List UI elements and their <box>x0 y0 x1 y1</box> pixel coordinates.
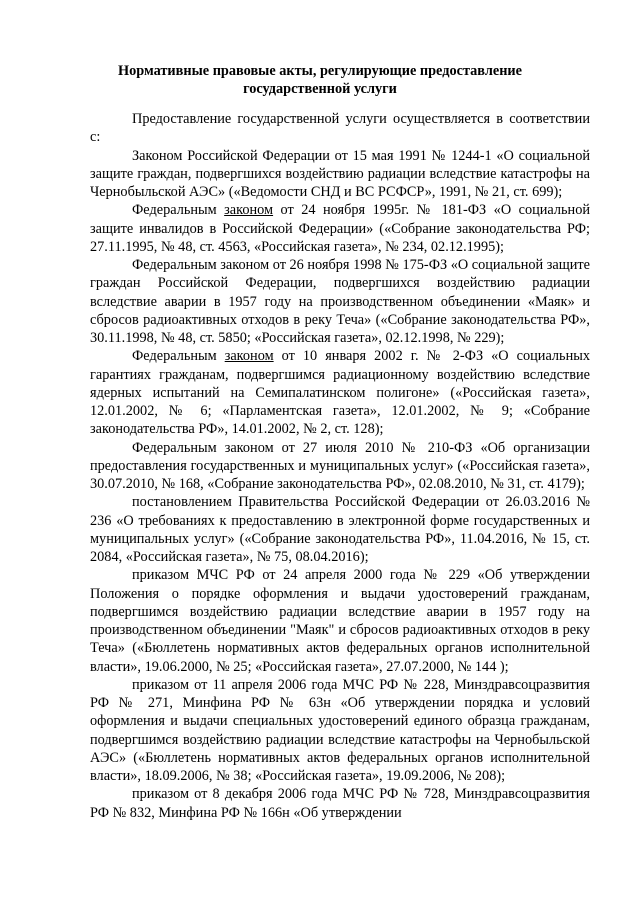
paragraph-law-2002 <box>90 347 590 438</box>
law-link[interactable]: законом <box>224 348 274 365</box>
paragraph-law-1995 <box>90 201 590 256</box>
paragraph-order-2006-april: приказом от 11 апреля 2006 года МЧС РФ № 228, Минздравсоцразвития РФ № 271, Минфина РФ № 63н «Об утверждении порядка и условий оформления и выдачи специальных удостоверений единого образца гражданам, подвергшимся воздействию радиации вследствие катастрофы на Чернобыльской АЭС» («Бюллетень нормативных актов федеральных органов исполнительной власти», 18.09.2006, № 38; «Российская газета», 19.09.2006, № 208); <box>90 676 590 784</box>
document-title <box>90 62 550 98</box>
text-before-link: Федеральным <box>132 348 225 365</box>
paragraph-resolution-2016: постановлением Правительства Российской Федерации от 26.03.2016 № 236 «О требованиях к предоставлению в электронной форме государственных и муниципальных услуг» («Собрание законодательства РФ», 11.04.2016, № 15, ст. 2084, «Российская газета», № 75, 08.04.2016); <box>90 494 590 565</box>
paragraph-order-2000: приказом МЧС РФ от 24 апреля 2000 года № 229 «Об утверждении Положения о порядке оформления и выдачи удостоверений гражданам, подвергшимся воздействию радиации вследствие аварии в 1957 году на производственном объединении "Маяк" и сбросов радиоактивных отходов в реку Теча» («Бюллетень нормативных актов федеральных органов исполнительной власти», 19.06.2000, № 25; «Российская газета», 27.07.2000, № 144 ); <box>90 567 590 675</box>
intro-paragraph: Предоставление государственной услуги осуществляется в соответствии с: <box>90 111 590 146</box>
law-link[interactable]: законом <box>224 202 274 219</box>
title-line-1: Нормативные правовые акты, регулирующие предоставление <box>117 63 523 79</box>
paragraph-law-1998: Федеральным законом от 26 ноября 1998 № 175-ФЗ «О социальной защите граждан Российской Федерации, подвергшихся воздействию радиации вследствие аварии в 1957 году на производственном объединении «Маяк» и сбросов радиоактивных отходов в реку Теча» («Собрание законодательства РФ», 30.11.1998, № 48, ст. 5850; «Российская газета», 02.12.1998, № 229); <box>90 257 590 346</box>
text-after-link: от 10 января 2002 г. № 2-ФЗ «О социальных гарантиях гражданам, подвергшимся радиационному воздействию вследствие ядерных испытаний на Семипалатинском полигоне» («Российская газета», 12.01.2002, № 6; «Парламентская газета», 12.01.2002, № 9; «Собрание законодательства РФ», 14.01.2002, № 2, ст. 128); <box>90 348 590 438</box>
document-body <box>90 110 590 822</box>
title-line-2: государственной услуги <box>243 81 397 97</box>
paragraph-law-2010: Федеральным законом от 27 июля 2010 № 210-ФЗ «Об организации предоставления государственных и муниципальных услуг» («Российская газета», 30.07.2010, № 168, «Собрание законодательства РФ», 02.08.2010, № 31, ст. 4179); <box>90 439 590 492</box>
paragraph-order-2006-december: приказом от 8 декабря 2006 года МЧС РФ № 728, Минздравсоцразвития РФ № 832, Минфина РФ № 166н «Об утверждении <box>90 786 590 821</box>
text-after-link: от 24 ноября 1995г. № 181-ФЗ «О социальной защите инвалидов в Российской Федерации» («Собрание законодательства РФ; 27.11.1995, № 48, ст. 4563, «Российская газета», № 234, 02.12.1995); <box>90 202 590 255</box>
text-before-link: Федеральным <box>132 202 225 219</box>
paragraph-law-1991: Законом Российской Федерации от 15 мая 1991 № 1244-1 «О социальной защите граждан, подвергшихся воздействию радиации вследствие катастрофы на Чернобыльской АЭС» («Ведомости СНД и ВС РСФСР», 1991, № 21, ст. 699); <box>90 147 590 200</box>
